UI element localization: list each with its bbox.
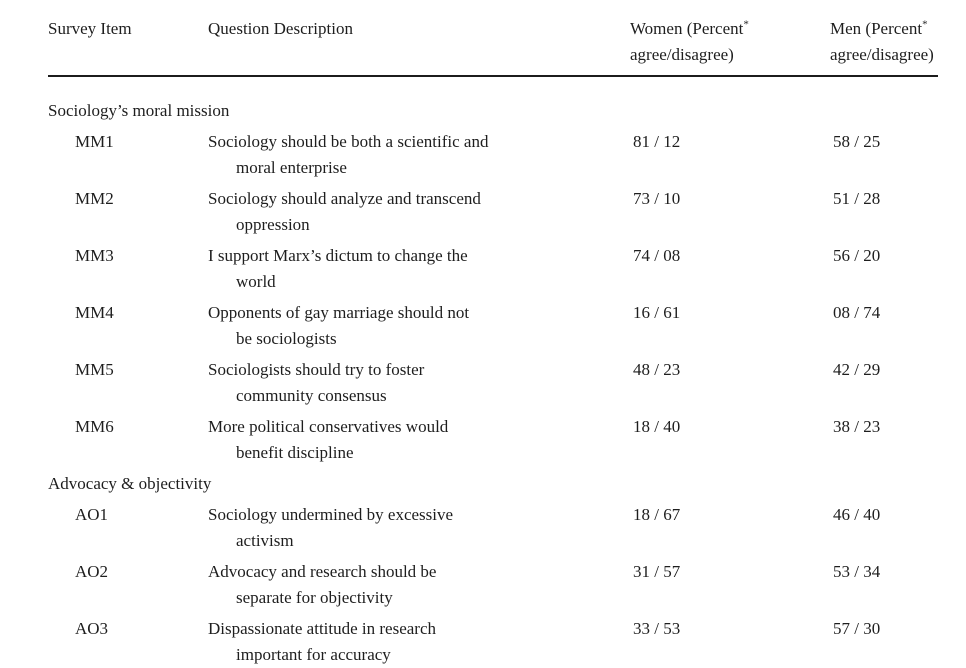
header-men-line2: agree/disagree) [830,45,934,64]
survey-item-code: MM3 [75,246,114,265]
table-row-ao3 [48,616,938,668]
header-women-line2: agree/disagree) [630,45,734,64]
header-question-description: Question Description [208,19,353,38]
survey-table [48,16,938,668]
description-line2: oppression [236,215,310,234]
men-value: 57 / 30 [833,619,881,638]
description-line1: Sociology should be both a scientific and [208,132,489,151]
header-survey-item: Survey Item [48,19,132,38]
section-title-moral-mission: Sociology’s moral mission [48,101,230,120]
men-value: 51 / 28 [833,189,881,208]
description-line1: More political conservatives would [208,417,449,436]
description-line1: I support Marx’s dictum to change the [208,246,468,265]
women-value: 73 / 10 [633,189,681,208]
description-line1: Sociology undermined by excessive [208,505,454,524]
table-row-mm2 [48,186,938,238]
survey-item-code: MM5 [75,360,114,379]
table-row-mm1 [48,129,938,181]
survey-item-code: AO2 [75,562,109,581]
table-header-row [48,16,938,68]
survey-item-code: MM2 [75,189,114,208]
header-women-percent [630,16,830,68]
description-line1: Dispassionate attitude in research [208,619,437,638]
question-description [208,502,630,554]
table-row-ao2 [48,559,938,611]
men-value: 38 / 23 [833,417,881,436]
survey-item-code: AO1 [75,505,109,524]
men-value: 46 / 40 [833,505,881,524]
survey-item-code: MM6 [75,417,114,436]
question-description [208,300,630,352]
description-line2: separate for objectivity [236,588,393,607]
men-value: 53 / 34 [833,562,881,581]
table-row-mm5 [48,357,938,409]
header-men-percent [830,16,938,68]
question-description [208,616,630,668]
women-value: 33 / 53 [633,619,681,638]
description-line1: Opponents of gay marriage should not [208,303,470,322]
women-value: 16 / 61 [633,303,681,322]
women-value: 81 / 12 [633,132,681,151]
description-line2: community consensus [236,386,387,405]
question-description [208,243,630,295]
table-row-mm6 [48,414,938,466]
men-value: 58 / 25 [833,132,881,151]
table-row-ao1 [48,502,938,554]
women-value: 74 / 08 [633,246,681,265]
description-line2: be sociologists [236,329,337,348]
question-description [208,414,630,466]
description-line1: Sociology should analyze and transcend [208,189,481,208]
question-description [208,357,630,409]
description-line2: activism [236,531,294,550]
table-row-mm4 [48,300,938,352]
men-value: 08 / 74 [833,303,881,322]
survey-item-code: MM1 [75,132,114,151]
question-description [208,129,630,181]
survey-item-code: AO3 [75,619,109,638]
women-value: 31 / 57 [633,562,681,581]
survey-item-code: MM4 [75,303,114,322]
asterisk-footnote-marker: * [743,18,749,31]
men-value: 56 / 20 [833,246,881,265]
description-line2: benefit discipline [236,443,354,462]
header-rule [48,75,938,77]
description-line2: moral enterprise [236,158,347,177]
asterisk-footnote-marker: * [922,18,928,31]
section-title-advocacy-objectivity: Advocacy & objectivity [48,474,212,493]
description-line2: world [236,272,276,291]
description-line2: important for accuracy [236,645,391,664]
question-description [208,186,630,238]
women-value: 48 / 23 [633,360,681,379]
women-value: 18 / 67 [633,505,681,524]
header-men-line1: Men (Percent [830,19,923,38]
description-line1: Sociologists should try to foster [208,360,425,379]
question-description [208,559,630,611]
women-value: 18 / 40 [633,417,681,436]
header-women-line1: Women (Percent [630,19,744,38]
men-value: 42 / 29 [833,360,881,379]
description-line1: Advocacy and research should be [208,562,437,581]
table-row-mm3 [48,243,938,295]
